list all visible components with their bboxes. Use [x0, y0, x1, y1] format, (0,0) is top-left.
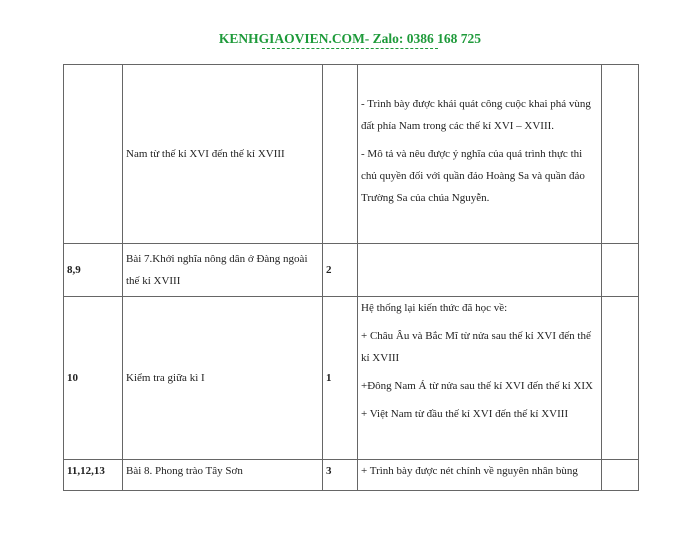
page-header: KENHGIAOVIEN.COM- Zalo: 0386 168 725	[218, 31, 482, 46]
note-cell	[602, 244, 639, 297]
week-cell: 8,9	[64, 244, 123, 297]
requirement-item: - Mô tả và nêu được ý nghĩa của quá trình thực thi chủ quyền đối với quần đảo Hoàng Sa và quần đảo Trường Sa của chúa Nguyễn.	[361, 148, 585, 204]
table-row	[64, 65, 639, 244]
lesson-cell: Nam từ thế kỉ XVI đến thế kỉ XVIII	[123, 65, 323, 244]
lesson-cell: Kiểm tra giữa kì I	[123, 297, 323, 460]
note-cell	[602, 65, 639, 244]
lesson-cell: Bài 8. Phong trào Tây Sơn	[123, 460, 323, 491]
week-cell	[64, 65, 123, 244]
requirements-cell	[358, 244, 602, 297]
table-row	[64, 460, 639, 491]
requirements-cell	[358, 65, 602, 244]
table-row	[64, 297, 639, 460]
requirement-item: - Trình bày được khái quát công cuộc khai phá vùng đất phía Nam trong các thế kỉ XVI – XVIII.	[361, 98, 591, 132]
note-cell	[602, 460, 639, 491]
requirements-cell	[358, 460, 602, 491]
table-row	[64, 244, 639, 297]
requirement-item: Hệ thống lại kiến thức đã học về:	[361, 302, 508, 314]
week-cell: 11,12,13	[64, 460, 123, 491]
week-cell: 10	[64, 297, 123, 460]
periods-cell: 3	[323, 460, 358, 491]
requirement-item: +Đông Nam Á từ nửa sau thế kỉ XVI đến thế kỉ XIX	[361, 380, 593, 392]
periods-cell: 2	[323, 244, 358, 297]
requirements-cell	[358, 297, 602, 460]
curriculum-table	[63, 64, 639, 491]
lesson-cell: Bài 7.Khởi nghĩa nông dân ở Đàng ngoài thế kỉ XVIII	[123, 244, 323, 297]
periods-cell	[323, 65, 358, 244]
requirement-item: + Châu Âu và Bắc Mĩ từ nửa sau thế kỉ XVI đến thế kỉ XVIII	[361, 330, 591, 364]
requirement-item: + Trình bày được nét chính về nguyên nhân bùng	[361, 465, 578, 477]
header-divider	[262, 48, 438, 49]
note-cell	[602, 297, 639, 460]
requirement-item: + Việt Nam từ đầu thế kỉ XVI đến thế kỉ XVIII	[361, 408, 569, 420]
periods-cell: 1	[323, 297, 358, 460]
